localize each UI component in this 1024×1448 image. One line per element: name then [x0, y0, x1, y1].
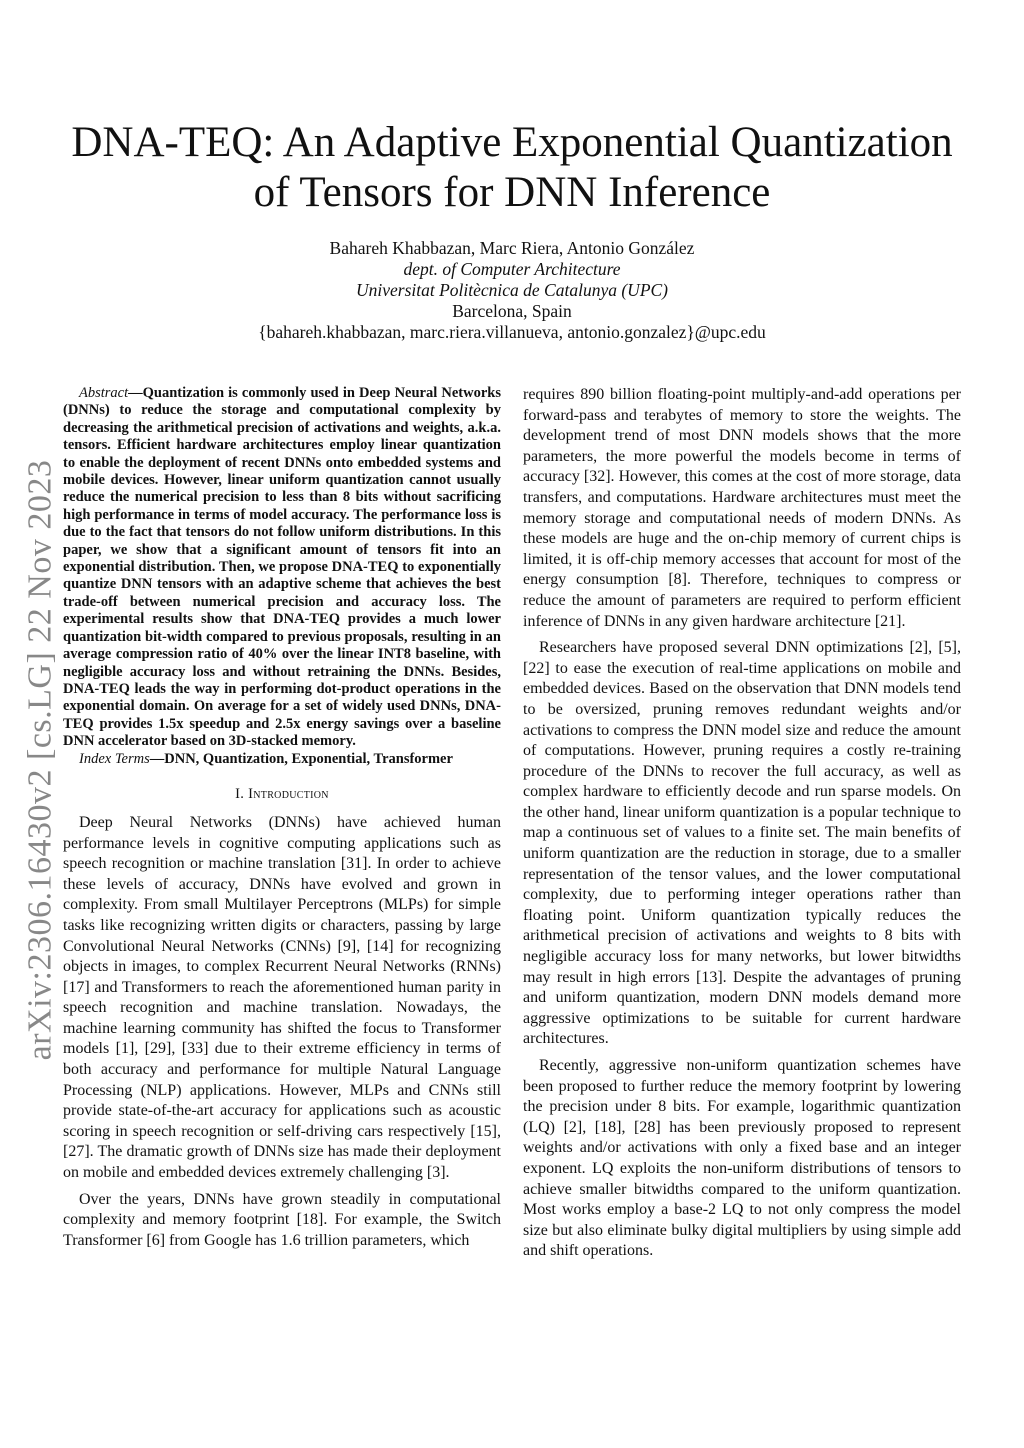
index-terms-text: —DNN, Quantization, Exponential, Transformer — [149, 750, 453, 767]
abstract-label: Abstract — [79, 385, 129, 401]
intro-paragraph-3: Researchers have proposed several DNN optimizations [2], [5], [22] to ease the execution of real-time applications on mobile and embedded devices. Based on the observation that DNN models tend to be oversized, pruning removes redundant weights and/or activations to compress the DNN model size and reduce the amount of computations. However, pruning requires a costly re-training procedure of the DNNs to recover the full accuracy, as well as complex hardware to efficiently decode and run sparse models. On the other hand, linear uniform quantization is a popular technique to map a continuous set of values to a finite set. The main benefits of uniform quantization are the reduction in storage, due to a smaller representation of the tensor values, and the lower computational complexity, due to performing integer operations rather than floating point. Uniform quantization typically reduces the arithmetical precision of activations and weights to 8 bits with negligible accuracy loss for many networks, but lower bitwidths may result in high errors [13]. Despite the advantages of pruning and uniform quantization, modern DNN models demand more aggressive optimizations to be suitable for current hardware architectures. — [523, 639, 961, 1048]
title-line-1: DNA-TEQ: An Adaptive Exponential Quantization — [71, 119, 953, 166]
index-terms — [63, 751, 501, 768]
title-line-2: of Tensors for DNN Inference — [253, 169, 771, 216]
author-department: dept. of Computer Architecture — [403, 259, 621, 279]
author-block — [160, 238, 864, 343]
arxiv-identifier-text: arXiv:2306.16430v2 [cs.LG] 22 Nov 2023 — [21, 459, 59, 1061]
arxiv-identifier — [12, 440, 68, 1080]
section-heading-introduction — [63, 786, 501, 803]
author-names: Bahareh Khabbazan, Marc Riera, Antonio González — [329, 238, 695, 258]
intro-paragraph-4: Recently, aggressive non-uniform quantization schemes have been proposed to further reduce the memory footprint by lowering the precision under 8 bits. For example, logarithmic quantization (LQ) [2], [18], [28] has been previously proposed to represent weights and/or activations with only a fixed base and an integer exponent. LQ exploits the non-uniform distributions of tensors to achieve smaller bitwidths compared to the uniform quantization. Most works employ a base-2 LQ to not only compress the model size but also eliminate bulky digital multipliers by using simple add and shift operations. — [523, 1057, 961, 1260]
author-emails: {bahareh.khabbazan, marc.riera.villanueva, antonio.gonzalez}@upc.edu — [258, 322, 766, 342]
abstract-text: —Quantization is commonly used in Deep Neural Networks (DNNs) to reduce the storage and computational complexity by decreasing the arithmetical precision of activations and weights, a.k.a. tensors. Efficient hardware architectures employ linear quantization to enable the deployment of recent DNNs onto embedded systems and mobile devices. However, linear uniform quantization cannot usually reduce the numerical precision to less than 8 bits without sacrificing high performance in terms of model accuracy. The performance loss is due to the fact that tensors do not follow uniform distributions. In this paper, we show that a significant amount of tensors fit into an exponential distribution. Then, we propose DNA-TEQ to exponentially quantize DNN tensors with an adaptive scheme that achieves the best trade-off between numerical precision and accuracy loss. The experimental results show that DNA-TEQ provides a much lower quantization bit-width compared to previous proposals, resulting in an average compression ratio of 40% over the linear INT8 baseline, with negligible accuracy loss and without retraining the DNNs. Besides, DNA-TEQ leads the way in performing dot-product operations in the exponential domain. On average for a set of widely used DNNs, DNA-TEQ provides 1.5x speedup and 2.5x energy savings over a baseline DNN accelerator based on 3D-stacked memory. — [63, 385, 501, 750]
intro-paragraph-1: Deep Neural Networks (DNNs) have achieved human performance levels in cognitive computing applications such as speech recognition or machine translation [31]. In order to achieve these levels of accuracy, DNNs have evolved and grown in complexity. From small Multilayer Perceptrons (MLPs) for simple tasks like recognizing written digits or characters, passing by large Convolutional Neural Networks (CNNs) [9], [14] for recognizing objects in images, to complex Recurrent Neural Networks (RNNs) [17] and Transformers to reach the aforementioned human parity in speech recognition and machine translation. Nowadays, the machine learning community has shifted the focus to Transformer models [1], [29], [33] due to their extreme efficiency in terms of both accuracy and performance for multiple Natural Language Processing (NLP) applications. However, MLPs and CNNs still provide state-of-the-art accuracy for applications such as acoustic scoring in speech recognition or self-driving cars respectively [15], [27]. The dramatic growth of DNNs size has made their deployment on mobile and embedded devices extremely challenging [3]. — [63, 813, 501, 1182]
author-university: Universitat Politècnica de Catalunya (UPC) — [355, 280, 669, 300]
intro-paragraph-2: Over the years, DNNs have grown steadily in computational complexity and memory footprint [18]. For example, the Switch Transformer [6] from Google has 1.6 trillion parameters, which — [63, 1190, 501, 1249]
right-column — [523, 385, 961, 1262]
intro-paragraph-2-continued: requires 890 billion floating-point multiply-and-add operations per forward-pass and terabytes of memory to store the weights. The development trend of most DNN models shows that the more parameters, the more powerful the models become in terms of accuracy [32]. However, this comes at the cost of more storage, data transfers, and computations. Hardware architectures must meet the memory storage and computational needs of modern DNNs. As these models are huge and the on-chip memory of current chips is limited, it is off-chip memory accesses that account for most of the energy consumption [8]. Therefore, techniques to compress or reduce the amount of parameters are required to perform efficient inference of DNNs in any given hardware architecture [21]. — [523, 386, 961, 630]
left-column — [63, 385, 501, 1251]
abstract — [63, 385, 501, 751]
section-title: Introduction — [248, 785, 329, 802]
paper-title — [60, 118, 964, 218]
section-number: I. — [235, 785, 249, 802]
author-location: Barcelona, Spain — [452, 301, 572, 321]
index-terms-label: Index Terms — [79, 750, 150, 767]
